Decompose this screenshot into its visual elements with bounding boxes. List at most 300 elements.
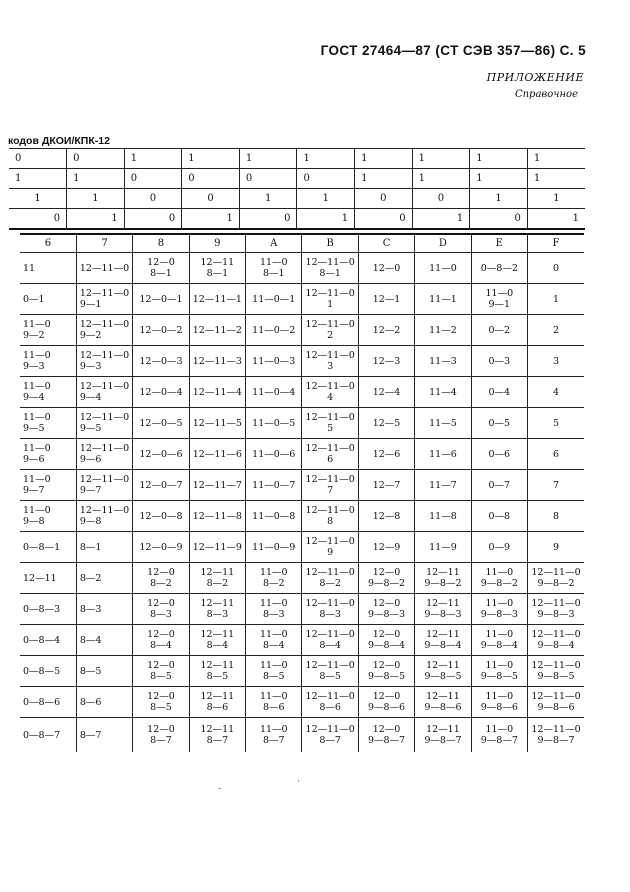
code-line: 9—8—2 xyxy=(424,578,462,589)
code-line: 8—5 xyxy=(319,671,341,682)
code-line: 8—3 xyxy=(206,609,229,620)
code-cell xyxy=(76,563,132,594)
code-cell xyxy=(302,687,358,718)
code-cell xyxy=(133,470,189,501)
code-line: 9—8—6 xyxy=(480,702,518,713)
code-line: 0—8—7 xyxy=(23,729,61,741)
code-cell xyxy=(415,532,471,563)
code-cell xyxy=(471,718,527,753)
code-line: 12—11—0 xyxy=(305,412,355,423)
code-line: 9—8—7 xyxy=(537,735,575,746)
code-cell xyxy=(528,594,584,625)
code-cell xyxy=(358,563,414,594)
code-cell xyxy=(20,532,76,563)
code-line: 9—8—6 xyxy=(537,702,575,713)
code-cell xyxy=(20,656,76,687)
bit-cell: 1 xyxy=(527,149,585,169)
code-cell xyxy=(189,625,245,656)
code-line: 11—1 xyxy=(429,293,457,305)
code-line: 9—1 xyxy=(488,299,511,310)
code-cell xyxy=(133,687,189,718)
code-line: 12—4 xyxy=(372,386,401,398)
column-header: 7 xyxy=(76,234,132,253)
code-cell xyxy=(302,284,358,315)
code-cell xyxy=(189,470,245,501)
code-line: 11—0—2 xyxy=(252,324,296,336)
code-line: 9—8—3 xyxy=(537,609,575,620)
code-line: 11—0 xyxy=(485,660,514,671)
code-line: 8—7 xyxy=(319,735,341,746)
code-line: 11—0 xyxy=(485,629,514,640)
code-line: 8—6 xyxy=(262,702,285,713)
code-line: 12—11 xyxy=(23,572,57,584)
code-cell xyxy=(528,501,584,532)
code-cell xyxy=(76,315,132,346)
code-line: 8—5 xyxy=(262,671,285,682)
column-header: C xyxy=(358,234,414,253)
code-line: 12—0—8 xyxy=(139,510,183,522)
code-line: 12—11—5 xyxy=(192,417,242,429)
column-header: D xyxy=(415,234,471,253)
code-cell xyxy=(246,501,302,532)
code-line: 11—0 xyxy=(485,598,514,609)
code-line: 12—0—3 xyxy=(139,355,183,367)
bit-pattern-table xyxy=(9,148,585,230)
code-cell xyxy=(302,408,358,439)
code-cell xyxy=(76,408,132,439)
code-cell xyxy=(133,315,189,346)
code-line: 12—11—0 xyxy=(531,724,581,735)
code-cell xyxy=(528,470,584,501)
bit-cell: 0 xyxy=(355,209,413,230)
code-line: 1 xyxy=(552,293,560,305)
code-cell xyxy=(471,377,527,408)
code-line: 11—9 xyxy=(429,541,457,553)
code-line: 6 xyxy=(552,448,560,460)
column-header: 9 xyxy=(189,234,245,253)
code-line: 11—0—9 xyxy=(252,541,296,553)
bit-cell: 1 xyxy=(239,149,297,169)
bit-cell: 1 xyxy=(297,209,355,230)
code-cell xyxy=(189,439,245,470)
code-line: 11—6 xyxy=(429,448,457,460)
bit-cell: 0 xyxy=(412,189,470,209)
code-line: 9—8—3 xyxy=(424,609,462,620)
code-line: 12—11—0 xyxy=(305,691,355,702)
code-cell xyxy=(471,563,527,594)
code-line: 8—1 xyxy=(319,268,341,279)
code-cell xyxy=(246,532,302,563)
table-row xyxy=(20,315,584,346)
code-cell xyxy=(471,408,527,439)
code-line: 12—11—0 xyxy=(305,598,355,609)
bit-cell: 0 xyxy=(124,189,182,209)
code-line: 9—8—4 xyxy=(480,640,518,651)
code-cell xyxy=(133,377,189,408)
code-cell xyxy=(133,625,189,656)
code-cell xyxy=(133,594,189,625)
code-line: 0—6 xyxy=(488,448,511,460)
code-line: 11—0—3 xyxy=(252,355,296,367)
code-line: 12—11—0 xyxy=(305,288,355,299)
code-cell xyxy=(133,563,189,594)
code-line: 0—4 xyxy=(488,386,511,398)
table-row xyxy=(20,439,584,470)
code-line: 0—8—3 xyxy=(23,603,61,615)
code-line: 9—5 xyxy=(79,423,102,434)
code-cell xyxy=(20,470,76,501)
code-line: 8—2 xyxy=(150,578,172,589)
code-line: 8—4 xyxy=(79,634,102,646)
code-cell xyxy=(189,501,245,532)
code-line: 11—0 xyxy=(259,257,288,268)
code-line: 12—11—0 xyxy=(305,724,355,735)
code-line: 0—8—1 xyxy=(23,541,61,553)
code-cell xyxy=(76,284,132,315)
code-line: 11—0—8 xyxy=(252,510,296,522)
code-cell xyxy=(471,470,527,501)
code-line: 12—11 xyxy=(426,567,460,578)
code-line: 8—3 xyxy=(79,603,102,615)
code-line: 0—8 xyxy=(488,510,511,522)
code-line: 11—0 xyxy=(23,443,51,454)
code-line: 9—7 xyxy=(79,485,102,496)
code-line: 12—11—6 xyxy=(192,448,242,460)
bit-cell: 1 xyxy=(9,189,67,209)
code-cell xyxy=(20,284,76,315)
code-cell xyxy=(20,377,76,408)
bit-cell: 1 xyxy=(527,209,585,230)
code-cell xyxy=(415,501,471,532)
code-line: 8—4 xyxy=(262,640,285,651)
bit-cell: 1 xyxy=(355,169,413,189)
code-cell xyxy=(20,594,76,625)
table-row xyxy=(20,470,584,501)
code-line: 12—0 xyxy=(147,660,175,671)
code-cell xyxy=(302,315,358,346)
code-line: 3 xyxy=(552,355,560,367)
bit-cell: 0 xyxy=(182,169,240,189)
bit-cell: 0 xyxy=(239,209,297,230)
code-line: 12—0 xyxy=(147,629,175,640)
bit-cell: 0 xyxy=(297,169,355,189)
code-line: 7 xyxy=(327,485,334,496)
code-cell xyxy=(246,284,302,315)
code-line: 9 xyxy=(552,541,560,553)
code-cell xyxy=(189,687,245,718)
code-line: 0—8—2 xyxy=(480,262,518,274)
bit-cell: 1 xyxy=(297,149,355,169)
code-cell xyxy=(133,718,189,753)
code-line: 11—2 xyxy=(429,324,457,336)
code-cell xyxy=(528,377,584,408)
code-cell xyxy=(246,594,302,625)
code-cell xyxy=(471,594,527,625)
code-line: 12—11 xyxy=(200,724,235,735)
code-cell xyxy=(415,687,471,718)
code-line: 12—0 xyxy=(372,691,401,702)
code-line: 8—6 xyxy=(79,696,102,708)
table-row xyxy=(20,563,584,594)
code-line: 9—8—2 xyxy=(367,578,406,589)
code-line: 9—8—5 xyxy=(480,671,518,682)
code-line: 12—11 xyxy=(426,598,460,609)
code-cell xyxy=(189,377,245,408)
code-line: 12—8 xyxy=(372,510,401,522)
code-line: 11 xyxy=(23,262,36,274)
code-cell xyxy=(302,346,358,377)
bit-cell: 1 xyxy=(527,169,585,189)
code-cell xyxy=(302,563,358,594)
code-cell xyxy=(20,687,76,718)
code-line: 11—5 xyxy=(429,417,457,429)
code-line: 9—8—7 xyxy=(480,735,518,746)
code-cell xyxy=(246,439,302,470)
code-cell xyxy=(471,315,527,346)
code-line: 11—7 xyxy=(429,479,457,491)
code-cell xyxy=(302,377,358,408)
code-cell xyxy=(528,284,584,315)
code-line: 12—0—2 xyxy=(139,324,183,336)
code-line: 12—11—0 xyxy=(79,350,130,361)
code-line: 12—0 xyxy=(147,691,175,702)
code-cell xyxy=(415,563,471,594)
bit-cell: 0 xyxy=(124,169,182,189)
code-cell xyxy=(20,563,76,594)
bit-cell: 0 xyxy=(9,149,67,169)
code-line: 12—9 xyxy=(372,541,401,553)
code-line: 8—1 xyxy=(206,268,229,279)
code-line: 9—7 xyxy=(23,485,45,496)
code-line: 9—8—2 xyxy=(480,578,518,589)
code-cell xyxy=(189,253,245,284)
code-line: 9—6 xyxy=(23,454,45,465)
code-line: 11—0—7 xyxy=(252,479,296,491)
code-line: 2 xyxy=(327,330,334,341)
code-cell xyxy=(528,718,584,753)
table-row xyxy=(20,253,584,284)
bit-row xyxy=(9,209,585,230)
code-cell xyxy=(302,501,358,532)
bit-cell: 0 xyxy=(67,149,125,169)
code-line: 12—11—0 xyxy=(79,412,130,423)
code-cell xyxy=(358,718,414,753)
code-cell xyxy=(358,470,414,501)
code-cell xyxy=(415,718,471,753)
code-cell xyxy=(471,346,527,377)
code-cell xyxy=(246,408,302,439)
code-line: 8—2 xyxy=(262,578,285,589)
code-line: 12—11—9 xyxy=(192,541,242,553)
code-cell xyxy=(528,625,584,656)
table-row xyxy=(20,532,584,563)
code-cell xyxy=(415,284,471,315)
code-cell xyxy=(471,501,527,532)
code-line: 0—3 xyxy=(488,355,511,367)
code-cell xyxy=(302,656,358,687)
code-line: 12—0—7 xyxy=(139,479,183,491)
scan-mark: - xyxy=(218,784,222,794)
code-line: 11—0 xyxy=(259,629,288,640)
code-line: 8—4 xyxy=(206,640,229,651)
code-line: 8—4 xyxy=(319,640,341,651)
code-line: 12—5 xyxy=(372,417,401,429)
code-cell xyxy=(20,625,76,656)
code-line: 12—11—1 xyxy=(192,293,242,305)
code-line: 8 xyxy=(552,510,560,522)
bit-cell: 1 xyxy=(67,209,125,230)
code-cell xyxy=(471,687,527,718)
code-cell xyxy=(528,687,584,718)
code-cell xyxy=(415,253,471,284)
code-cell xyxy=(76,625,132,656)
code-line: 12—11 xyxy=(200,567,235,578)
bit-cell: 0 xyxy=(9,209,67,230)
code-line: 8—6 xyxy=(319,702,341,713)
code-line: 12—11—0 xyxy=(79,474,130,485)
appendix-label: ПРИЛОЖЕНИЕ xyxy=(486,71,584,84)
code-cell xyxy=(415,656,471,687)
code-cell xyxy=(358,656,414,687)
code-cell xyxy=(471,656,527,687)
code-cell xyxy=(246,346,302,377)
code-line: 3 xyxy=(327,361,334,372)
bit-cell: 1 xyxy=(239,189,297,209)
code-cell xyxy=(471,625,527,656)
code-cell xyxy=(189,594,245,625)
bit-cell: 0 xyxy=(124,209,182,230)
code-cell xyxy=(302,470,358,501)
table-caption: кодов ДКОИ/КПК-12 xyxy=(8,135,110,147)
code-line: 8—2 xyxy=(206,578,229,589)
code-cell xyxy=(302,718,358,753)
code-cell xyxy=(415,408,471,439)
code-line: 0—8—4 xyxy=(23,634,61,646)
table-row xyxy=(20,718,584,753)
code-line: 12—11—0 xyxy=(531,567,581,578)
code-cell xyxy=(246,718,302,753)
code-line: 11—4 xyxy=(429,386,457,398)
code-line: 12—11—0 xyxy=(79,505,130,516)
code-cell xyxy=(20,346,76,377)
code-cell xyxy=(246,377,302,408)
code-line: 9—2 xyxy=(23,330,45,341)
code-line: 8—7 xyxy=(79,729,102,741)
code-cell xyxy=(528,656,584,687)
code-cell xyxy=(20,718,76,753)
column-header: E xyxy=(471,234,527,253)
code-line: 12—11—0 xyxy=(305,350,355,361)
code-cell xyxy=(528,408,584,439)
code-cell xyxy=(20,439,76,470)
code-cell xyxy=(76,470,132,501)
code-line: 7 xyxy=(552,479,560,491)
bit-row xyxy=(9,189,585,209)
code-line: 12—11—0 xyxy=(305,443,355,454)
code-cell xyxy=(76,501,132,532)
code-cell xyxy=(246,656,302,687)
code-cell xyxy=(189,346,245,377)
code-cell xyxy=(246,563,302,594)
code-cell xyxy=(358,439,414,470)
code-cell xyxy=(20,253,76,284)
code-line: 9—4 xyxy=(23,392,45,403)
bit-cell: 1 xyxy=(527,189,585,209)
code-line: 12—11—0 xyxy=(531,691,581,702)
table-row xyxy=(20,625,584,656)
code-line: 8—3 xyxy=(150,609,172,620)
code-line: 12—0 xyxy=(147,598,175,609)
code-cell xyxy=(302,594,358,625)
table-row xyxy=(20,501,584,532)
code-line: 12—11—0 xyxy=(305,319,355,330)
code-line: 4 xyxy=(327,392,334,403)
code-line: 12—11—0 xyxy=(79,381,130,392)
code-line: 11—0 xyxy=(23,505,51,516)
code-cell xyxy=(471,532,527,563)
code-line: 12—11 xyxy=(200,598,235,609)
code-line: 9—3 xyxy=(79,361,102,372)
code-cell xyxy=(358,501,414,532)
bit-cell: 1 xyxy=(182,149,240,169)
code-cell xyxy=(133,501,189,532)
code-line: 9—8—5 xyxy=(537,671,575,682)
code-line: 0—7 xyxy=(488,479,511,491)
code-line: 12—0—1 xyxy=(139,293,183,305)
code-line: 12—1 xyxy=(372,293,401,305)
code-line: 12—3 xyxy=(372,355,401,367)
code-cell xyxy=(246,470,302,501)
code-line: 12—11—0 xyxy=(305,381,355,392)
code-line: 11—0 xyxy=(259,660,288,671)
code-line: 12—0—6 xyxy=(139,448,183,460)
code-line: 8—5 xyxy=(150,671,172,682)
code-cell xyxy=(415,377,471,408)
code-cell xyxy=(358,253,414,284)
code-line: 12—11 xyxy=(200,257,235,268)
code-cell xyxy=(189,408,245,439)
code-line: 11—0 xyxy=(429,262,457,274)
code-line: 11—0 xyxy=(23,350,51,361)
code-cell xyxy=(415,346,471,377)
code-cell xyxy=(133,408,189,439)
code-line: 12—11—8 xyxy=(192,510,242,522)
table-row xyxy=(20,284,584,315)
code-line: 9—8 xyxy=(79,516,102,527)
code-cell xyxy=(76,687,132,718)
code-cell xyxy=(415,470,471,501)
code-cell xyxy=(302,625,358,656)
code-line: 12—11 xyxy=(426,691,460,702)
code-line: 8—7 xyxy=(206,735,229,746)
bit-cell: 1 xyxy=(412,209,470,230)
code-cell xyxy=(415,315,471,346)
code-cell xyxy=(302,253,358,284)
code-line: 12—2 xyxy=(372,324,401,336)
bit-cell: 1 xyxy=(67,189,125,209)
code-line: 12—11—0 xyxy=(531,598,581,609)
code-cell xyxy=(76,718,132,753)
code-line: 12—11—7 xyxy=(192,479,242,491)
code-line: 9—5 xyxy=(23,423,45,434)
bit-cell: 1 xyxy=(9,169,67,189)
code-line: 9—2 xyxy=(79,330,102,341)
code-cell xyxy=(76,253,132,284)
code-line: 8 xyxy=(327,516,334,527)
bit-cell: 1 xyxy=(182,209,240,230)
bit-cell: 1 xyxy=(412,169,470,189)
appendix-subtitle: Справочное xyxy=(514,89,578,100)
